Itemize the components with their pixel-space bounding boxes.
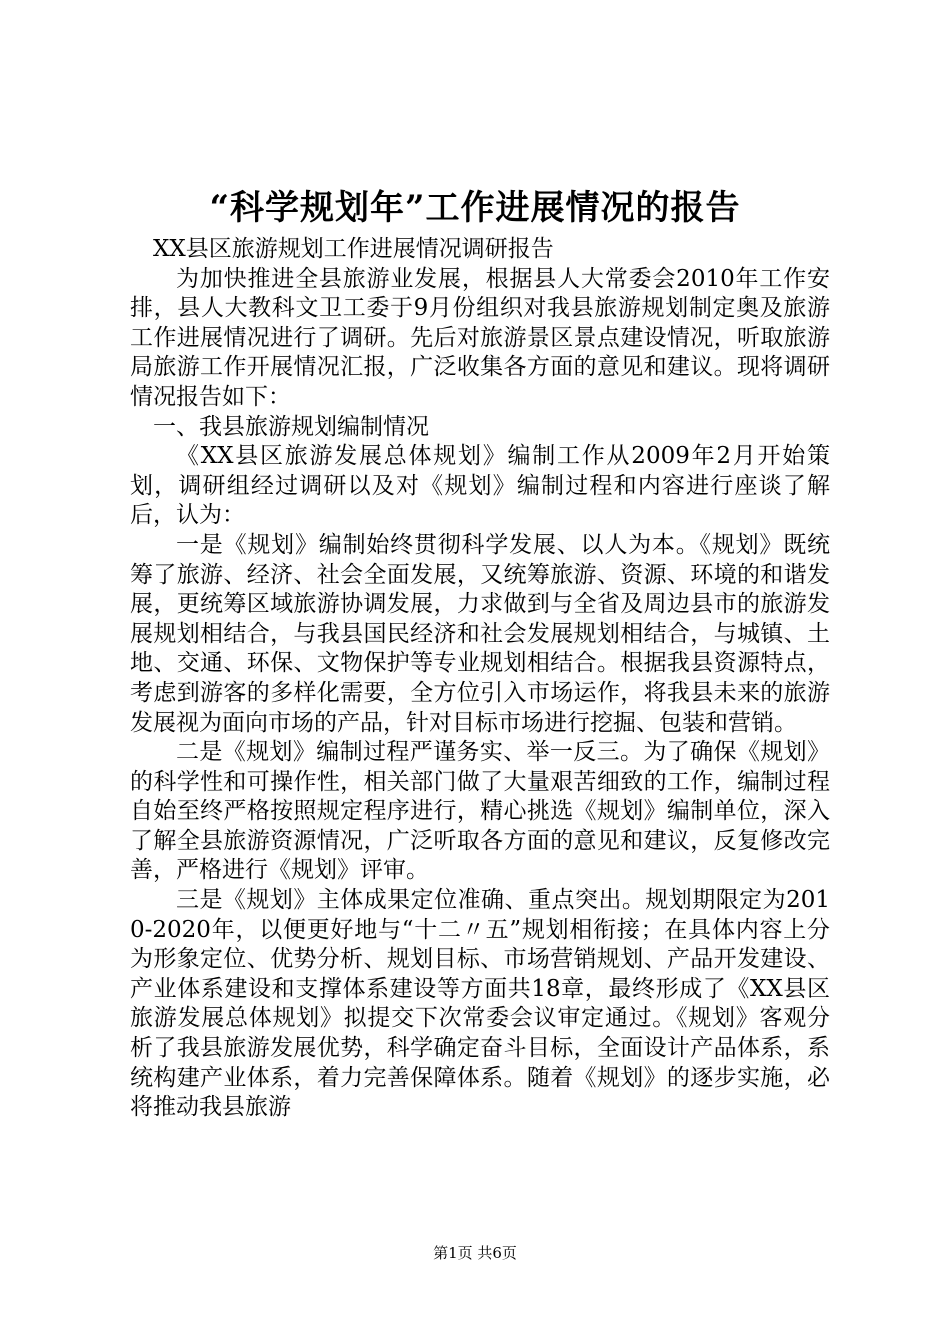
report-subtitle: XX县区旅游规划工作进展情况调研报告: [153, 236, 554, 262]
paragraph-intro: 为加快推进全县旅游业发展，根据县人大常委会2010年工作安排，县人大教科文卫工委于9月份组织对我县旅游规划制定奥及旅游工作进展情况进行了调研。先后对旅游景区景点建设情况，听取旅游局旅游工作开展情况汇报，广泛收集各方面的意见和建议。现将调研情况报告如下：: [130, 265, 830, 410]
paragraph-point-three: 三是《规划》主体成果定位准确、重点突出。规划期限定为2010-2020年，以便更好地与“十二〃五”规划相衔接；在具体内容上分为形象定位、优势分析、规划目标、市场营销规划、产品开发建设、产业体系建设和支撑体系建设等方面共18章，最终形成了《XX县区旅游发展总体规划》拟提交下次常委会议审定通过。《规划》客观分析了我县旅游发展优势，科学确定奋斗目标，全面设计产品体系，系统构建产业体系，着力完善保障体系。随着《规划》的逐步实施，必将推动我县旅游: [130, 887, 830, 1121]
document-title: “科学规划年”工作进展情况的报告: [209, 188, 741, 228]
paragraph-point-two: 二是《规划》编制过程严谨务实、举一反三。为了确保《规划》的科学性和可操作性，相关部门做了大量艰苦细致的工作，编制过程自始至终严格按照规定程序进行，精心挑选《规划》编制单位，深入了解全县旅游资源情况，广泛听取各方面的意见和建议，反复修改完善，严格进行《规划》评审。: [130, 739, 830, 884]
section-heading-1: 一、我县旅游规划编制情况: [153, 413, 429, 440]
document-body: [130, 235, 830, 1123]
paragraph-plan-overview: 《XX县区旅游发展总体规划》编制工作从2009年2月开始策划，调研组经过调研以及对《规划》编制过程和内容进行座谈了解后，认为：: [130, 443, 830, 529]
paragraph-point-one: 一是《规划》编制始终贯彻科学发展、以人为本。《规划》既统筹了旅游、经济、社会全面发展，又统筹旅游、资源、环境的和谐发展，更统筹区域旅游协调发展，力求做到与全省及周边县市的旅游发展规划相结合，与我县国民经济和社会发展规划相结合，与城镇、土地、交通、环保、文物保护等专业规划相结合。根据我县资源特点，考虑到游客的多样化需要，全方位引入市场运作，将我县未来的旅游发展视为面向市场的产品，针对目标市场进行挖掘、包装和营销。: [130, 531, 830, 736]
page-number-footer: 第1页 共6页: [433, 1244, 517, 1262]
